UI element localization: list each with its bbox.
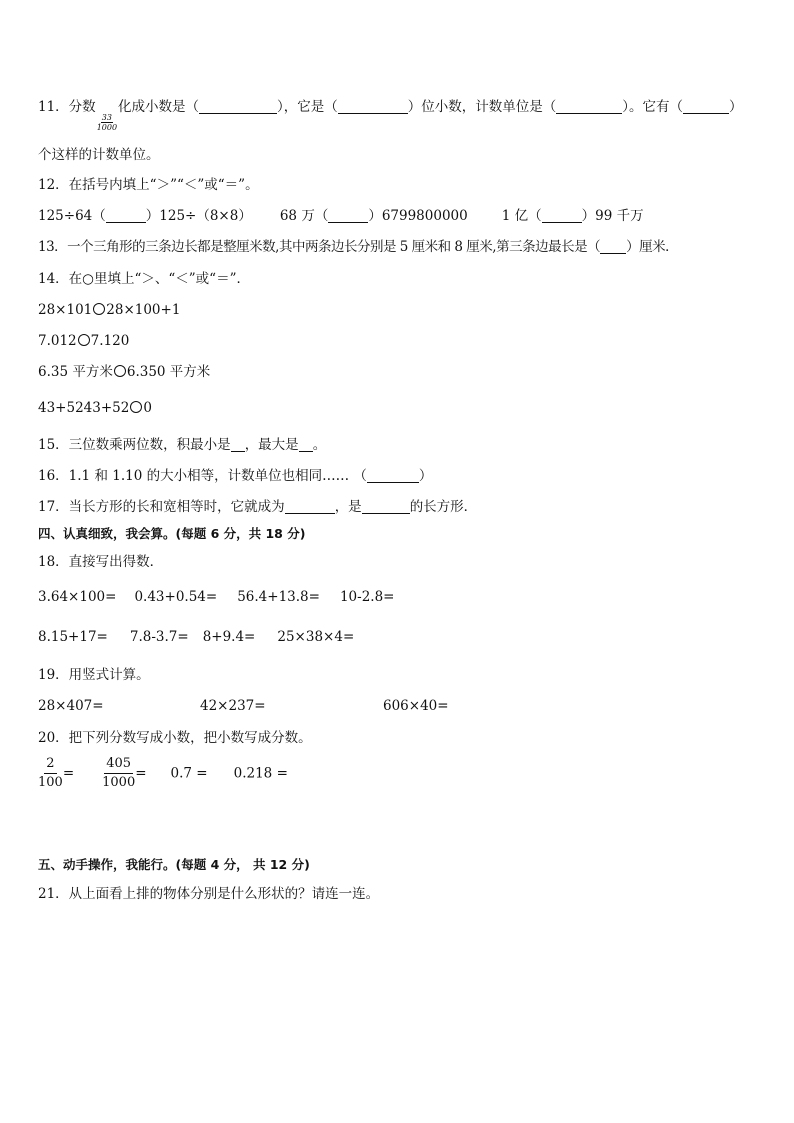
q20-fraction-1 — [38, 755, 63, 792]
question-16 — [38, 467, 432, 485]
question-20-title: 20．把下列分数写成小数，把小数写成分数。 — [38, 730, 312, 746]
q17-a: 17．当长方形的长和宽相等时，它就成为 — [38, 499, 285, 515]
q17-blank-2[interactable] — [362, 512, 410, 514]
q11-prefix: 11．分数 — [38, 99, 96, 115]
q15-blank-1[interactable] — [231, 450, 245, 452]
q19-item-2: 42×237= — [200, 698, 266, 714]
q11-frac-num: 33 — [101, 113, 112, 122]
q20-decimal-1: 0.7 = — [170, 765, 208, 782]
q12-b-left: 68 万（ — [279, 208, 329, 224]
q18-item: 56.4+13.8= — [237, 589, 320, 605]
q13-end: ）厘米． — [626, 239, 679, 255]
q13-blank[interactable] — [600, 252, 626, 254]
q19-item-1: 28×407= — [38, 698, 104, 714]
q18-item: 8+9.4= — [202, 629, 256, 645]
q19-item-3: 606×40= — [383, 698, 449, 714]
q14-row-4 — [38, 399, 152, 417]
compare-circle[interactable] — [78, 334, 90, 346]
q12-c-left: 1 亿（ — [501, 208, 542, 224]
question-15 — [38, 436, 326, 454]
q14-r4-left: 43+5243+52 — [38, 400, 130, 416]
q12-a-blank[interactable] — [106, 221, 146, 223]
q20-eq-1: = — [62, 765, 75, 782]
q11-part2: ），它是（ — [277, 99, 338, 115]
q12-b-right: ）6799800000 — [368, 208, 468, 224]
question-21: 21．从上面看上排的物体分别是什么形状的？请连一连。 — [38, 886, 380, 902]
q14-row-3 — [38, 363, 210, 381]
q17-b: ，是 — [334, 499, 362, 515]
q15-a: 15．三位数乘两位数，积最小是 — [38, 437, 231, 453]
q18-item: 8.15+17= — [38, 629, 108, 645]
q14-r3-right: 6.350 平方米 — [126, 364, 211, 380]
q16-text: 16．1.1 和 1.10 的大小相等，计数单位也相同…… （ — [38, 468, 367, 484]
compare-circle[interactable] — [114, 365, 126, 377]
q14-r1-left: 28×101 — [38, 302, 93, 318]
question-11 — [38, 98, 743, 132]
q18-item: 0.43+0.54= — [134, 589, 218, 605]
q16-blank[interactable] — [367, 481, 419, 483]
question-11-continued: 个这样的计数单位。 — [38, 147, 160, 163]
q12-a-left: 125÷64（ — [38, 208, 106, 224]
q14-row-2 — [38, 332, 129, 350]
q20-f1-num: 2 — [44, 755, 56, 774]
q18-item: 7.8-3.7= — [129, 629, 189, 645]
q14-row-1 — [38, 301, 180, 319]
q11-blank-1[interactable] — [199, 112, 277, 114]
q11-part5: ） — [729, 99, 743, 115]
question-13 — [38, 238, 678, 256]
q12-a-right: ）125÷（8×8） — [145, 208, 252, 224]
q20-f2-num: 405 — [104, 755, 133, 774]
q11-part4: ）。它有（ — [622, 99, 684, 115]
q13-text: 13．一个三角形的三条边长都是整厘米数,其中两条边长分别是 5 厘米和 8 厘米,第三条边最长是（ — [38, 239, 601, 255]
section-5-heading: 五、动手操作，我能行。(每题 4 分， 共 12 分) — [38, 857, 310, 872]
q18-item: 25×38×4= — [277, 629, 355, 645]
q12-c-blank[interactable] — [542, 221, 582, 223]
question-18-title: 18．直接写出得数． — [38, 554, 164, 570]
q11-part1: 化成小数是（ — [118, 99, 200, 115]
q18-row-1 — [38, 588, 394, 606]
q17-blank-1[interactable] — [285, 512, 335, 514]
q17-c: 的长方形． — [409, 499, 478, 515]
q18-row-2 — [38, 628, 354, 646]
q20-f1-den: 100 — [38, 775, 63, 790]
q16-end: ） — [418, 468, 433, 484]
q15-blank-2[interactable] — [299, 450, 313, 452]
section-4-heading: 四、认真细致，我会算。(每题 6 分，共 18 分) — [38, 526, 306, 541]
compare-circle[interactable] — [130, 401, 142, 413]
q11-part3: ）位小数，计数单位是（ — [407, 99, 557, 115]
q14-r4-right: 0 — [143, 400, 152, 416]
question-17 — [38, 498, 477, 516]
q14-r1-right: 28×100+1 — [106, 302, 181, 318]
q15-b: ，最大是 — [244, 437, 299, 453]
q11-frac-den: 1000 — [96, 123, 118, 132]
q20-f2-den: 1000 — [102, 775, 136, 790]
q14-r3-left: 6.35 平方米 — [38, 364, 113, 380]
question-14-title: 14．在○里填上“＞、“＜”或“＝”． — [38, 271, 250, 287]
q11-blank-2[interactable] — [338, 112, 408, 114]
q11-blank-3[interactable] — [556, 112, 622, 114]
question-12-title: 12．在括号内填上“＞”“＜”或“＝”。 — [38, 177, 259, 193]
q12-b-blank[interactable] — [328, 221, 368, 223]
question-12-items — [38, 207, 644, 225]
q11-fraction — [97, 113, 117, 132]
q15-c: 。 — [312, 437, 327, 453]
q14-r2-right: 7.120 — [90, 333, 130, 349]
q20-fraction-2 — [102, 755, 135, 792]
question-19-title: 19．用竖式计算。 — [38, 667, 150, 683]
q18-item: 10-2.8= — [339, 589, 395, 605]
compare-circle[interactable] — [93, 303, 105, 315]
q12-c-right: ）99 千万 — [581, 208, 644, 224]
q11-blank-4[interactable] — [683, 112, 729, 114]
q20-items — [38, 755, 288, 792]
q20-eq-2: = — [135, 765, 147, 782]
q14-r2-left: 7.012 — [38, 333, 77, 349]
q20-decimal-2: 0.218 = — [233, 765, 288, 782]
q18-item: 3.64×100= — [38, 589, 117, 605]
